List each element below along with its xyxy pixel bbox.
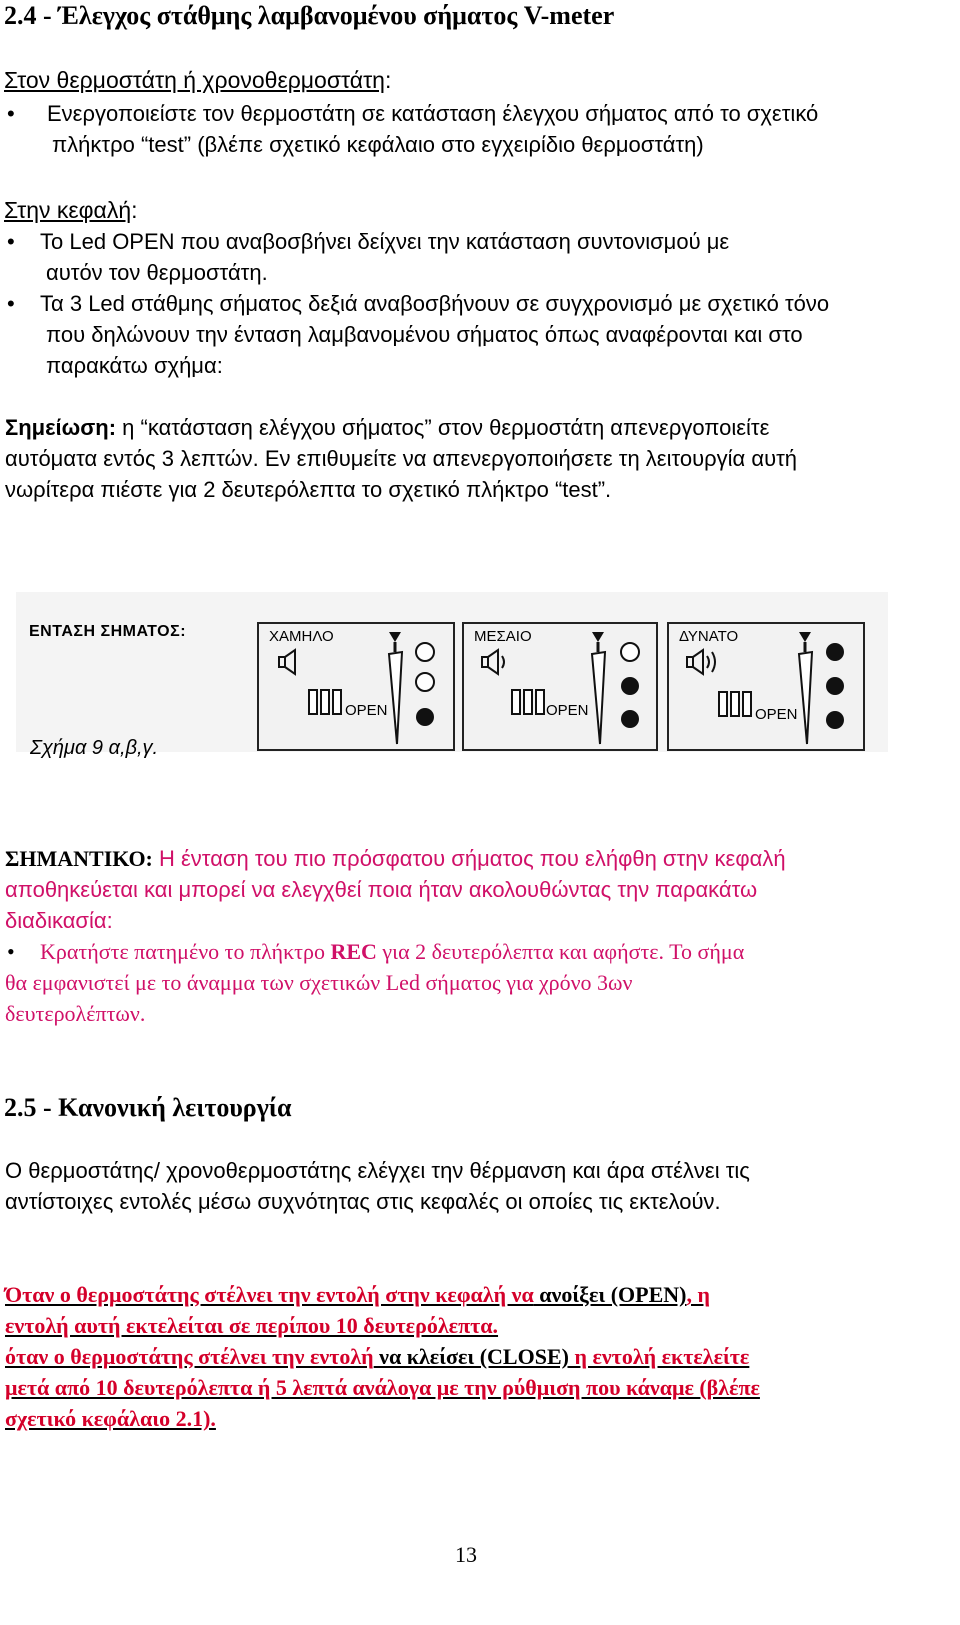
led-high-on — [826, 643, 844, 661]
important-bullet — [0, 936, 950, 1029]
figure-title: ΕΝΤΑΣΗ ΣΗΜΑΤΟΣ: — [29, 623, 187, 640]
page-number: 13 — [455, 1542, 477, 1567]
thermostat-head-icon — [389, 632, 401, 652]
battery-icon — [309, 690, 341, 714]
head-bullet-1-line2: αυτόν τον θερμοστάτη. — [46, 260, 268, 285]
panel-strong-drawing — [669, 624, 863, 749]
panel-label-strong: ΔΥΝΑΤΟ — [679, 628, 739, 645]
rec-key-label: REC — [330, 939, 377, 964]
head-bullet-2-line1: Τα 3 Led στάθμης σήματος δεξιά αναβοσβήνουν σε συγχρονισμό με σχετικό τόνο — [40, 291, 830, 316]
thermostat-bullet — [0, 98, 940, 160]
battery-icon — [512, 690, 544, 714]
head-bullet-1 — [0, 226, 940, 288]
note-line2: αυτόματα εντός 3 λεπτών. Εν επιθυμείτε να απενεργοποιήσετε τη λειτουργία αυτή — [5, 446, 798, 471]
bullet-dot: • — [7, 229, 15, 254]
led-mid-on — [621, 677, 639, 695]
note-line3: νωρίτερα πιέστε για 2 δευτερόλεπτα το σχετικό πλήκτρο “test”. — [5, 477, 612, 502]
head-subheading — [4, 194, 138, 226]
signal-wedge-icon — [389, 652, 402, 744]
open-note-line1 — [5, 1279, 955, 1310]
open-command: ανοίξει (OPEN) — [533, 1282, 687, 1307]
open-label: OPEN — [755, 706, 798, 723]
open-label: OPEN — [546, 702, 589, 719]
important-text-1: Η ένταση του πιο πρόσφατου σήματος που ελήφθη στην κεφαλή — [152, 846, 786, 871]
thermostat-subheading — [4, 64, 391, 96]
thermostat-bullet-line2: πλήκτρο “test” (βλέπε σχετικό κεφάλαιο στο εγχειρίδιο θερμοστάτη) — [52, 132, 704, 157]
led-low-on — [826, 711, 844, 729]
close-note-text-c: η εντολή εκτελείτε — [568, 1344, 750, 1369]
signal-panel-strong — [667, 622, 865, 751]
bullet-dot: • — [7, 291, 15, 316]
bullet-dot: • — [7, 939, 15, 964]
important-line3: διαδικασία: — [5, 908, 113, 933]
battery-icon — [719, 692, 751, 716]
head-label: Στην κεφαλή — [4, 197, 132, 223]
note-line1 — [5, 412, 945, 443]
thermostat-head-icon — [799, 632, 811, 652]
signal-wedge-icon — [592, 652, 605, 744]
close-note-line3: σχετικό κεφάλαιο 2.1). — [5, 1406, 216, 1431]
led-high-off — [621, 643, 639, 661]
normal-operation-line2: αντίστοιχες εντολές μέσω συχνότητας στις κεφαλές οι οποίες τις εκτελούν. — [5, 1189, 721, 1214]
important-paragraph — [5, 843, 945, 936]
led-high-off — [416, 643, 434, 661]
head-bullet-1-line1: Το Led OPEN που αναβοσβήνει δείχνει την κατάσταση συντονισμού με — [40, 229, 730, 254]
signal-panel-low — [257, 622, 455, 751]
section-heading-2-5: 2.5 - Κανονική λειτουργία — [4, 1093, 292, 1122]
open-label: OPEN — [345, 702, 388, 719]
close-command: να κλείσει (CLOSE) — [373, 1344, 569, 1369]
important-bullet-text-b: για 2 δευτερόλεπτα και αφήστε. Το σήμα — [376, 939, 745, 964]
signal-wedge-icon — [799, 652, 812, 744]
important-line1 — [5, 843, 945, 874]
figure-caption: Σχήμα 9 α,β,γ. — [30, 737, 159, 759]
open-note-text-a: Όταν ο θερμοστάτης στέλνει την εντολή στην κεφαλή να — [5, 1282, 534, 1307]
thermostat-label: Στον θερμοστάτη ή χρονοθερμοστάτη — [4, 67, 385, 93]
panel-label-low: ΧΑΜΗΛΟ — [269, 628, 334, 645]
led-mid-on — [826, 677, 844, 695]
important-bullet-text-a: Κρατήστε πατημένο το πλήκτρο — [40, 939, 331, 964]
bullet-dot: • — [7, 101, 15, 126]
open-close-notes — [5, 1279, 955, 1434]
signal-panel-medium — [462, 622, 658, 751]
open-note-text-c: , η — [686, 1282, 710, 1307]
note-label: Σημείωση: — [5, 415, 117, 440]
panel-low-drawing — [259, 624, 453, 749]
led-low-on — [621, 710, 639, 728]
head-bullet-2-line3: παρακάτω σχήμα: — [46, 353, 223, 378]
important-line6: δευτερολέπτων. — [5, 1001, 146, 1026]
important-label: ΣΗΜΑΝΤΙΚΟ: — [5, 846, 153, 871]
section-heading-2-4: 2.4 - Έλεγχος στάθμης λαμβανομένου σήματος V-meter — [4, 1, 615, 30]
note-text-1: η “κατάσταση ελέγχου σήματος” στον θερμοστάτη απενεργοποιείτε — [116, 415, 770, 440]
close-note-text-a: όταν ο θερμοστάτης στέλνει την εντολή — [5, 1344, 374, 1369]
panel-medium-drawing — [464, 624, 656, 749]
thermostat-head-icon — [592, 632, 604, 652]
head-colon: : — [131, 197, 138, 223]
thermostat-colon: : — [384, 67, 392, 93]
head-bullet-2 — [0, 288, 950, 381]
close-note-line2: μετά από 10 δευτερόλεπτα ή 5 λεπτά ανάλογα με την ρύθμιση που κάναμε (βλέπε — [5, 1375, 760, 1400]
important-line5: θα εμφανιστεί με το άναμμα των σχετικών Led σήματος για χρόνο 3ων — [5, 970, 633, 995]
led-low-on — [416, 708, 434, 726]
head-bullet-2-line2: που δηλώνουν την ένταση λαμβανομένου σήματος όπως αναφέρονται και στο — [46, 322, 803, 347]
thermostat-bullet-line1: Ενεργοποιείστε τον θερμοστάτη σε κατάσταση έλεγχου σήματος από το σχετικό — [47, 101, 819, 126]
open-note-line2: εντολή αυτή εκτελείται σε περίπου 10 δευτερόλεπτα. — [5, 1313, 499, 1338]
normal-operation-paragraph — [5, 1155, 945, 1217]
panel-label-medium: ΜΕΣΑΙΟ — [474, 628, 532, 645]
speaker-icon — [279, 650, 295, 674]
note-paragraph — [5, 412, 945, 505]
speaker-icon — [482, 650, 504, 674]
normal-operation-line1: Ο θερμοστάτης/ χρονοθερμοστάτης ελέγχει την θέρμανση και άρα στέλνει τις — [5, 1158, 750, 1183]
close-note-line1 — [5, 1341, 955, 1372]
important-bullet-line1 — [0, 936, 950, 967]
led-mid-off — [416, 673, 434, 691]
speaker-icon — [687, 650, 715, 674]
important-line2: αποθηκεύεται και μπορεί να ελεγχθεί ποια ήταν ακολουθώντας την παρακάτω — [5, 877, 758, 902]
